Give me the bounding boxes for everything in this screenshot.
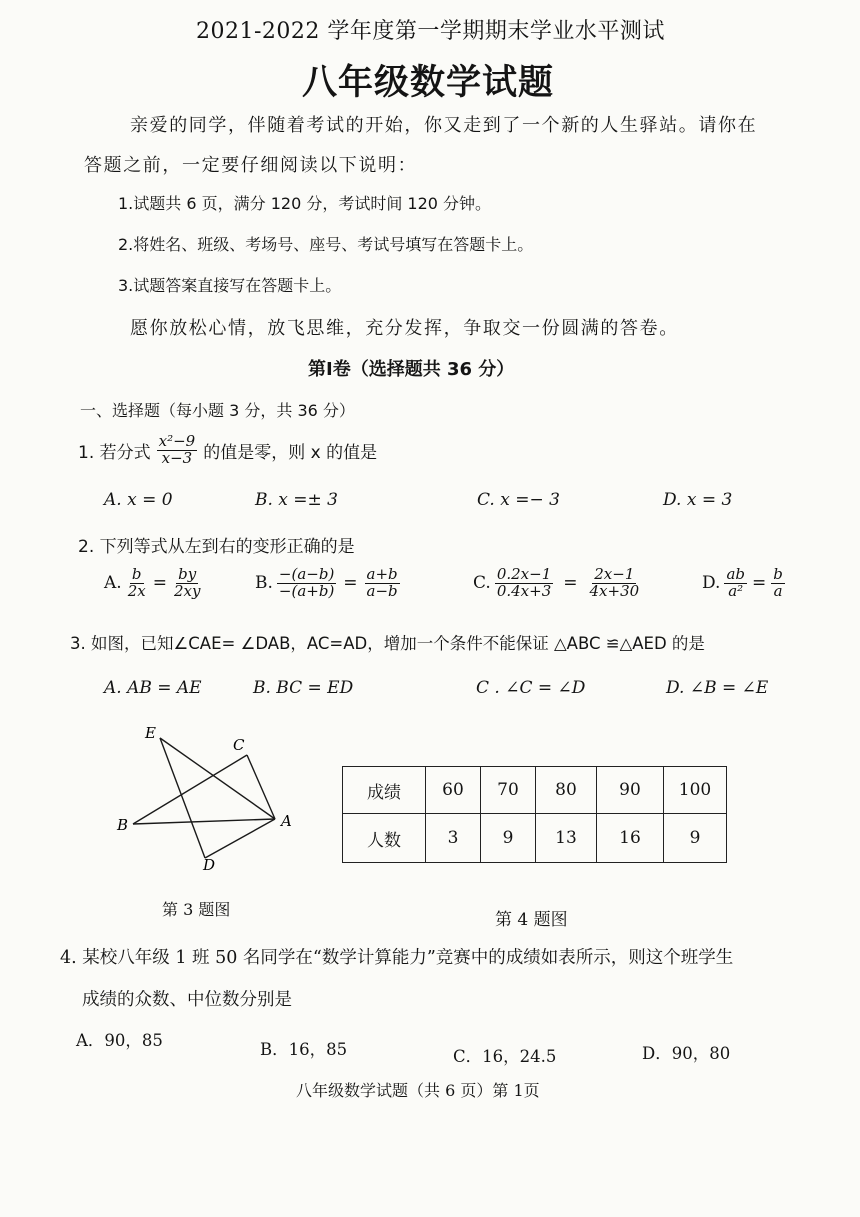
figure-3-caption: 第 3 题图 <box>162 900 231 919</box>
q1-option-a[interactable]: A. x = 0 <box>104 490 173 510</box>
q4-option-b[interactable]: B．16，85 <box>260 1040 348 1059</box>
exam-title: 2021-2022 学年度第一学期期末学业水平测试 <box>196 19 665 44</box>
q2-d-equals: = <box>751 573 767 594</box>
q2-a-right-num: by <box>178 565 197 583</box>
segment-ba <box>133 819 275 824</box>
q2-a-left-fraction <box>126 567 148 600</box>
q2-c-left-fraction <box>495 567 553 600</box>
q2-a-left-num: b <box>131 565 142 583</box>
q1-option-d[interactable]: D. x = 3 <box>663 490 733 510</box>
q2-c-right-num: 2x−1 <box>594 565 635 583</box>
rule-2: 2.将姓名、班级、考场号、座号、考试号填写在答题卡上。 <box>118 235 534 254</box>
q2-d-right-den: a <box>773 581 783 600</box>
point-b-label: B <box>117 816 129 834</box>
q2-c-left-den: 0.4x+3 <box>496 581 552 600</box>
point-a-label: A <box>281 812 292 830</box>
intro-line-2: 答题之前，一定要仔细阅读以下说明： <box>84 155 418 176</box>
q2-b-label: B. <box>255 573 273 594</box>
question-1-stem <box>78 434 377 467</box>
q2-c-left-num: 0.2x−1 <box>496 565 552 583</box>
question-4-stem-line-1: 4. 某校八年级 1 班 50 名同学在“数学计算能力”竞赛中的成绩如表所示，则这个班学生 <box>60 948 734 968</box>
q2-d-right-fraction <box>771 567 785 600</box>
q2-d-label: D. <box>702 573 721 594</box>
count-cell: 9 <box>481 814 536 863</box>
q2-c-equals: = <box>563 573 578 594</box>
score-cell: 60 <box>426 767 481 814</box>
q2-a-equals: = <box>152 573 167 594</box>
q2-b-right-fraction <box>365 567 400 600</box>
q1-option-c[interactable]: C. x =− 3 <box>477 490 560 510</box>
q2-d-left-den: a² <box>728 581 744 600</box>
segment-bc <box>133 755 247 824</box>
q2-b-equals: = <box>343 573 358 594</box>
q1-option-b[interactable]: B. x =± 3 <box>255 490 338 510</box>
score-cell: 100 <box>664 767 727 814</box>
page-footer: 八年级数学试题（共 6 页）第 1页 <box>296 1081 540 1100</box>
q2-c-label: C. <box>473 573 491 594</box>
row-header-score: 成绩 <box>343 767 426 814</box>
q3-option-a[interactable]: A. AB = AE <box>104 678 202 698</box>
paper-title: 八年级数学试题 <box>302 63 555 103</box>
q3-option-c[interactable]: C . ∠C = ∠D <box>476 678 586 698</box>
q2-b-left-num: −(a−b) <box>278 565 335 583</box>
table-row-counts <box>343 814 727 863</box>
q1-frac-numerator: x²−9 <box>158 432 196 450</box>
count-cell: 16 <box>597 814 664 863</box>
score-table <box>342 766 727 863</box>
volume-title: 第Ⅰ卷（选择题共 36 分） <box>308 359 515 380</box>
count-cell: 3 <box>426 814 481 863</box>
score-cell: 80 <box>536 767 597 814</box>
intro-line-1: 亲爱的同学，伴随着考试的开始，你又走到了一个新的人生驿站。请你在 <box>130 115 758 136</box>
question-4-stem-line-2: 成绩的众数、中位数分别是 <box>82 990 292 1010</box>
q2-b-left-den: −(a+b) <box>278 581 335 600</box>
q1-prefix: 1. 若分式 <box>78 442 151 463</box>
question-2-stem: 2. 下列等式从左到右的变形正确的是 <box>78 537 355 557</box>
q2-c-right-den: 4x+30 <box>589 581 640 600</box>
question-3-stem: 3. 如图，已知∠CAE= ∠DAB，AC=AD，增加一个条件不能保证 △ABC ≌△AED 的是 <box>70 634 705 653</box>
q1-suffix: 的值是零，则 x 的值是 <box>203 442 378 463</box>
point-c-label: C <box>233 736 245 754</box>
q2-option-c[interactable] <box>473 567 643 600</box>
q2-a-left-den: 2x <box>127 581 146 600</box>
q2-option-b[interactable] <box>255 567 402 600</box>
q2-option-a[interactable] <box>104 567 204 600</box>
q2-c-right-fraction <box>588 567 642 600</box>
count-cell: 13 <box>536 814 597 863</box>
q2-d-left-fraction <box>724 567 747 600</box>
rule-3: 3.试题答案直接写在答题卡上。 <box>118 276 342 295</box>
q3-option-b[interactable]: B. BC = ED <box>253 678 354 698</box>
q2-b-right-den: a−b <box>366 581 398 600</box>
q2-option-d[interactable] <box>702 567 787 600</box>
figure-4-caption: 第 4 题图 <box>495 910 568 930</box>
q2-a-right-den: 2xy <box>173 581 201 600</box>
table-row-scores <box>343 767 727 814</box>
figure-3-diagram <box>105 718 315 878</box>
q2-d-right-num: b <box>773 565 783 583</box>
q2-a-label: A. <box>104 573 122 594</box>
score-cell: 70 <box>481 767 536 814</box>
point-d-label: D <box>203 856 216 874</box>
q4-option-a[interactable]: A．90，85 <box>76 1031 163 1050</box>
q2-d-left-num: ab <box>726 565 745 583</box>
q2-b-right-num: a+b <box>366 565 398 583</box>
q4-option-d[interactable]: D．90，80 <box>642 1044 731 1063</box>
intro-wish: 愿你放松心情，放飞思维，充分发挥，争取交一份圆满的答卷。 <box>130 318 679 339</box>
segment-da <box>205 819 275 858</box>
q1-fraction <box>157 434 198 467</box>
segment-ed <box>160 738 205 858</box>
point-e-label: E <box>145 724 156 742</box>
score-cell: 90 <box>597 767 664 814</box>
q1-frac-denominator: x−3 <box>161 448 193 467</box>
q2-a-right-fraction <box>172 567 202 600</box>
rule-1: 1.试题共 6 页，满分 120 分，考试时间 120 分钟。 <box>118 194 492 213</box>
q3-option-d[interactable]: D. ∠B = ∠E <box>666 678 769 698</box>
count-cell: 9 <box>664 814 727 863</box>
row-header-count: 人数 <box>343 814 426 863</box>
q2-b-left-fraction <box>277 567 336 600</box>
q4-option-c[interactable]: C．16，24.5 <box>453 1047 557 1066</box>
part-title: 一、选择题（每小题 3 分，共 36 分） <box>80 401 355 420</box>
